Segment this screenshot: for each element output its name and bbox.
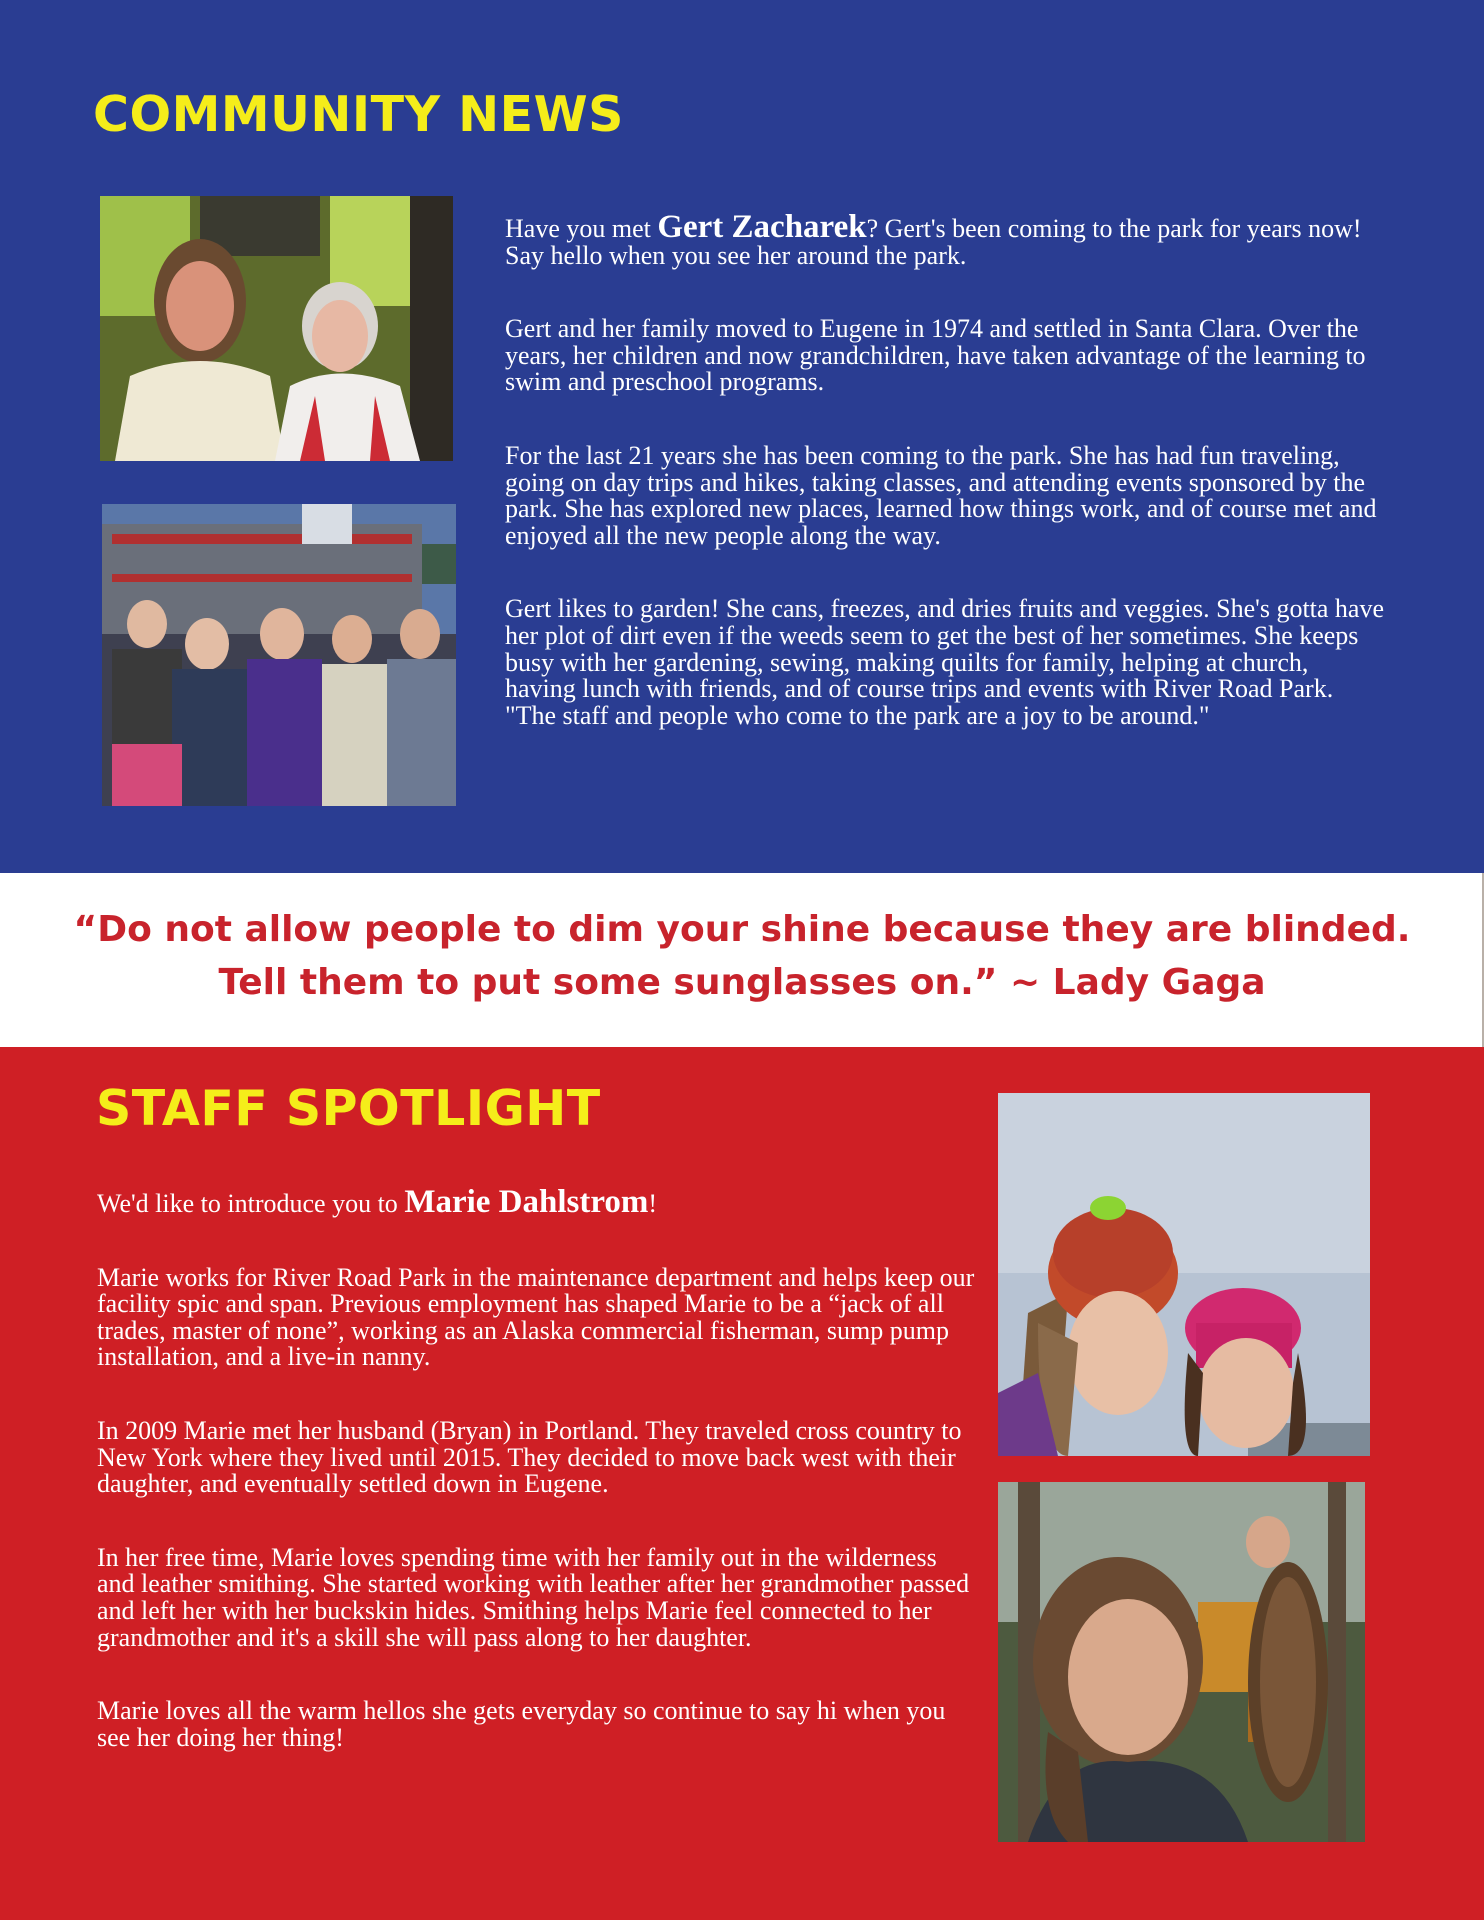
featured-name: Marie Dahlstrom [404,1184,649,1220]
staff-paragraph: Marie works for River Road Park in the maintenance department and helps keep our facility spic and span. Previous employment has shaped Marie to be a “jack of all trades, master of none”, working as an Alaska commercial fisherman, sump pump installation, and a live-in nanny. [97,1262,975,1372]
staff-intro-paragraph [97,1184,977,1220]
community-news-heading: COMMUNITY NEWS [93,86,624,143]
intro-text: We'd like to introduce you to [97,1189,405,1218]
staff-spotlight-body [97,1184,977,1798]
staff-spotlight-section [0,1047,1484,1920]
community-news-section [0,0,1484,873]
intro-text-end: ? Gert's been coming to the park for years now! Say hello when you see her around the park. [505,214,1362,270]
quote-line: “Do not allow people to dim your shine because they are blinded. [73,909,1411,950]
community-intro-paragraph [505,209,1385,270]
gert-photo-group [102,504,456,806]
quote-text [0,903,1484,1009]
community-paragraph: Gert likes to garden! She cans, freezes, and dries fruits and veggies. She's gotta have her plot of dirt even if the weeds seem to get the best of her sometimes. She keeps busy with her gardening, sewing, making quilts for family, helping at church, having lunch with friends, and of course trips and events with River Road Park. "The staff and people who come to the park are a joy to be around." [505,594,1385,730]
staff-paragraph: In her free time, Marie loves spending time with her family out in the wilderness and leather smithing. She started working with leather after her grandmother passed and left her with her buckskin hides. Smithing helps Marie feel connected to her grandmother and it's a skill she will pass along to her daughter. [97,1542,970,1652]
intro-text-end: ! [648,1189,658,1218]
staff-paragraph: Marie loves all the warm hellos she gets everyday so continue to say hi when you see her doing her thing! [97,1696,946,1752]
marie-photo-selfie [998,1093,1370,1456]
staff-spotlight-heading: STAFF SPOTLIGHT [96,1080,601,1137]
community-paragraph: For the last 21 years she has been coming to the park. She has had fun traveling, going on day trips and hikes, taking classes, and attending events sponsored by the park. She has explored new places, learned how things work, and of course met and enjoyed all the new people along the way. [505,440,1377,550]
quote-line: Tell them to put some sunglasses on.” ~ Lady Gaga [218,962,1266,1003]
featured-name: Gert Zacharek [657,209,867,245]
community-news-body [505,209,1385,776]
quote-banner [0,873,1484,1047]
marie-photo-pinecone [998,1482,1365,1842]
staff-paragraph: In 2009 Marie met her husband (Bryan) in Portland. They traveled cross country to New York where they lived until 2015. They decided to move back west with their daughter, and eventually settled down in Eugene. [97,1415,962,1499]
community-paragraph: Gert and her family moved to Eugene in 1974 and settled in Santa Clara. Over the years, her children and now grandchildren, have taken advantage of the learning to swim and preschool programs. [505,314,1366,397]
gert-photo-portrait [100,196,453,461]
intro-text: Have you met [505,214,658,243]
